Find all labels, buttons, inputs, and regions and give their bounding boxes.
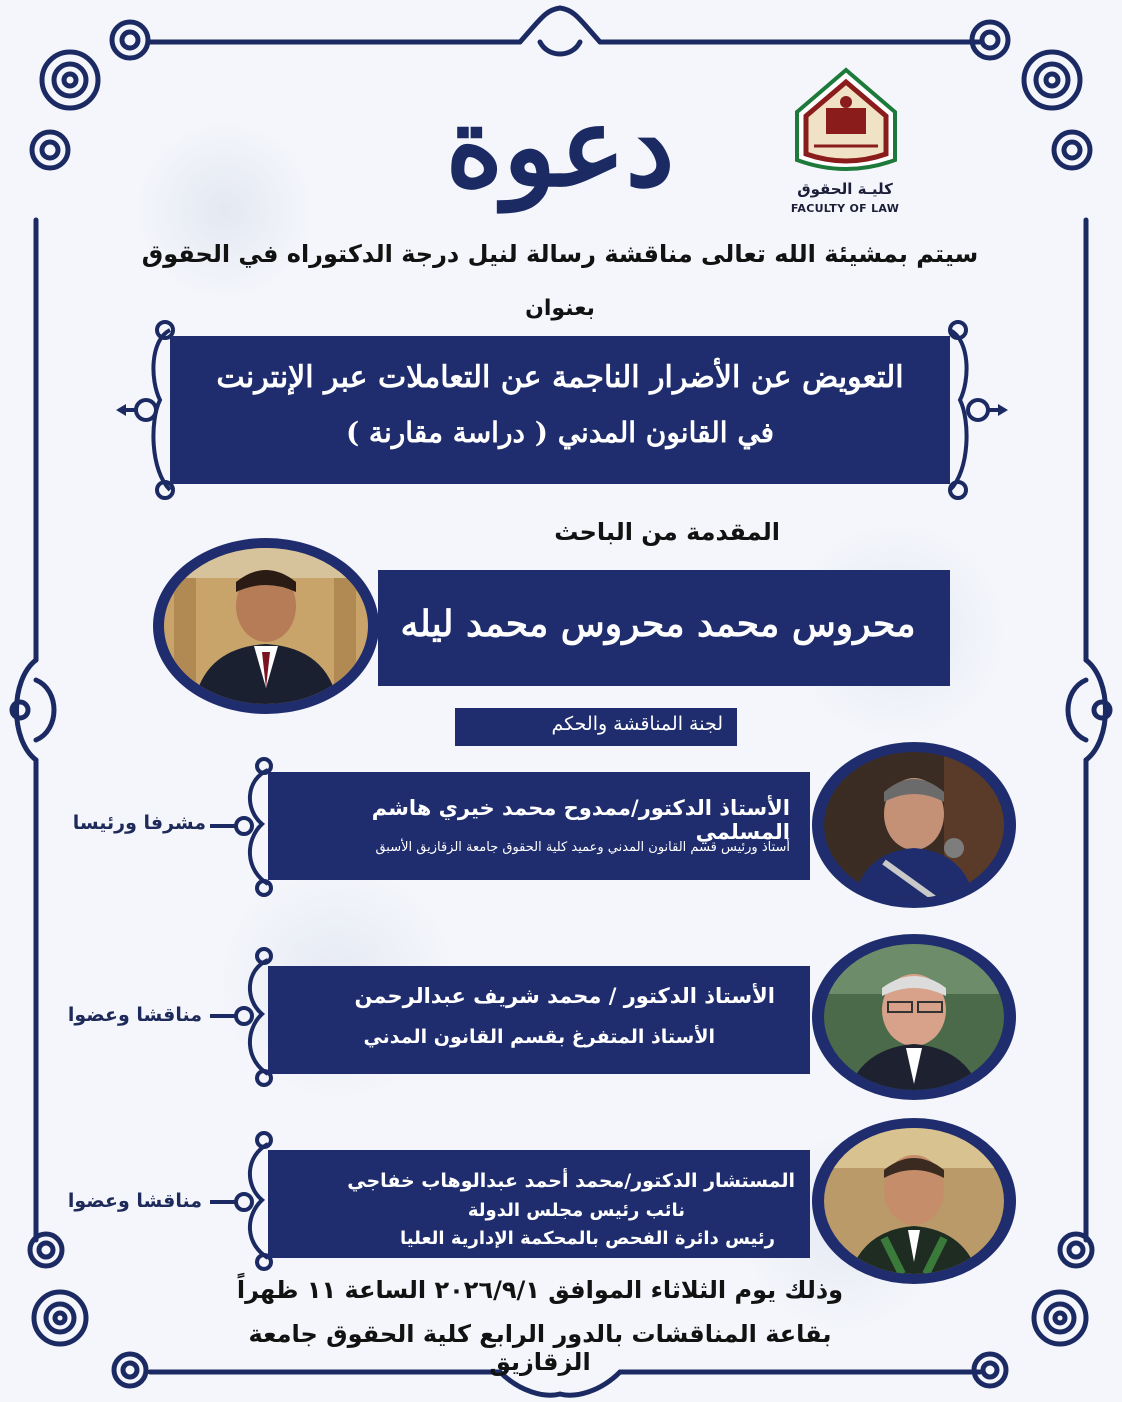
invitation-headline: سيتم بمشيئة الله تعالى مناقشة رسالة لنيل درجة الدكتوراه في الحقوق (141, 240, 979, 268)
footer-venue: بقاعة المناقشات بالدور الرابع كلية الحقوق جامعة الزقازيق (248, 1320, 832, 1376)
presenter-photo (164, 548, 368, 704)
member-1-photo (824, 752, 1004, 898)
member-3-role1: نائب رئيس مجلس الدولة (467, 1200, 685, 1221)
member-2-panel (268, 966, 810, 1074)
member-3-role2: رئيس دائرة الفحص بالمحكمة الإدارية العليا (400, 1228, 775, 1249)
heading-word: دعوة (445, 82, 675, 211)
title-label: بعنوان (525, 296, 595, 321)
member-2-photo (824, 944, 1004, 1090)
member-2-position: مناقشا وعضوا (67, 1004, 202, 1026)
member-3-name: المستشار الدكتور/محمد أحمد عبدالوهاب خفاجي (347, 1170, 795, 1192)
member-1-role: أستاذ ورئيس قسم القانون المدني وعميد كلية الحقوق جامعة الزقازيق الأسبق (375, 840, 790, 855)
member-3-position: مناقشا وعضوا (67, 1190, 202, 1212)
committee-label: لجنة المناقشة والحكم (551, 713, 723, 735)
member-1-name: الأستاذ الدكتور/ممدوح محمد خيري هاشم المسلمي (371, 796, 790, 844)
university-logo (797, 70, 895, 169)
member-1-position: مشرفا ورئيسا (72, 812, 206, 834)
presenter-label: المقدمة من الباحث (554, 518, 780, 546)
thesis-title-line1: التعويض عن الأضرار الناجمة عن التعاملات عبر الإنترنت (216, 360, 904, 395)
logo-caption-english: FACULTY OF LAW (790, 202, 900, 215)
member-2-role: الأستاذ المتفرغ بقسم القانون المدني (363, 1026, 715, 1048)
member-2-name: الأستاذ الدكتور / محمد شريف عبدالرحمن (354, 984, 775, 1008)
heading-calligraphy (390, 70, 730, 220)
footer-date-time: وذلك يوم الثلاثاء الموافق ٢٠٢٦/٩/١ الساعة ١١ ظهراً (236, 1276, 844, 1304)
thesis-title-line2: في القانون المدني ( دراسة مقارنة ) (345, 416, 775, 449)
logo-caption-arabic: كليـة الحقوق (797, 180, 893, 198)
presenter-name: محروس محمد محروس محمد ليله (400, 603, 916, 645)
thesis-title-panel (170, 336, 950, 484)
member-3-photo (824, 1128, 1004, 1274)
